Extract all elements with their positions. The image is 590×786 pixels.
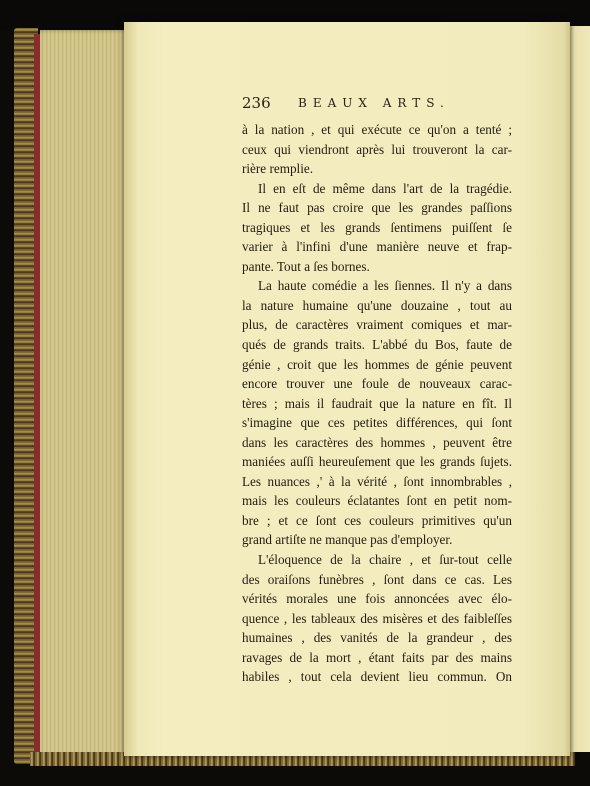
text-line: plus, de caractères vraiment comiques et mar-	[242, 317, 512, 333]
body-text	[242, 120, 512, 687]
text-line: bre ; et ce ſont ces couleurs primitives qu'un	[242, 512, 512, 528]
text-line: Il en eſt de même dans l'art de la tragédie.	[258, 180, 512, 196]
text-line: mais les couleurs éclatantes ſont en petit nom-	[242, 493, 512, 509]
text-line: Les nuances ,' à la vérité , ſont innombrables ,	[242, 473, 512, 489]
red-page-edge	[34, 34, 40, 756]
text-line: des oraiſons funèbres , ſont dans ce cas. Les	[242, 571, 512, 587]
text-line: rière remplie.	[242, 161, 314, 177]
text-line: maniées auſſi heureuſement que les grands ſujets.	[242, 454, 512, 470]
page-header	[242, 94, 462, 112]
text-line: tragiques et les grands ſentimens puiſſent ſe	[242, 219, 512, 235]
text-line: quence , les tableaux des misères et des faibleſſes	[242, 610, 512, 626]
text-line: qués de grands traits. L'abbé du Bos, faute de	[242, 337, 512, 353]
page-edges	[40, 30, 128, 758]
running-head: BEAUX ARTS.	[298, 96, 450, 110]
text-line: la nature humaine qu'une douzaine , tout au	[242, 297, 512, 313]
text-line: Il ne faut pas croire que les grandes paſſions	[242, 200, 512, 216]
text-line: s'imagine que ces petites différences, qui ſont	[242, 415, 512, 431]
text-line: tères ; mais il faudrait que la nature en fît. Il	[242, 395, 512, 411]
text-line: grand artiſte ne manque pas d'employer.	[242, 532, 453, 548]
text-line: dans les caractères des hommes , peuvent être	[242, 434, 512, 450]
text-line: L'éloquence de la chaire , et ſur-tout celle	[258, 552, 512, 568]
text-line: La haute comédie a les ſiennes. Il n'y a dans	[258, 278, 512, 294]
text-line: varier à l'infini d'une manière neuve et frap-	[242, 239, 512, 255]
text-line: pante. Tout a ſes bornes.	[242, 258, 370, 274]
text-line: ceux qui viendront après lui trouveront la car-	[242, 141, 512, 157]
facing-page-edge	[568, 26, 590, 752]
text-line: encore trouver une foule de nouveaux carac-	[242, 376, 512, 392]
text-line: ravages de la mort , étant faits par des mains	[242, 649, 512, 665]
text-line: génie , croit que les hommes de génie peuvent	[242, 356, 512, 372]
text-line: à la nation , et qui exécute ce qu'on a tenté ;	[242, 122, 512, 137]
page-number: 236	[242, 94, 271, 112]
text-line: vérités morales une fois annoncées avec élo-	[242, 591, 512, 607]
text-line: habiles , tout cela devient lieu commun. On	[242, 669, 512, 685]
text-line: humaines , des vanités de la grandeur , des	[242, 630, 512, 646]
